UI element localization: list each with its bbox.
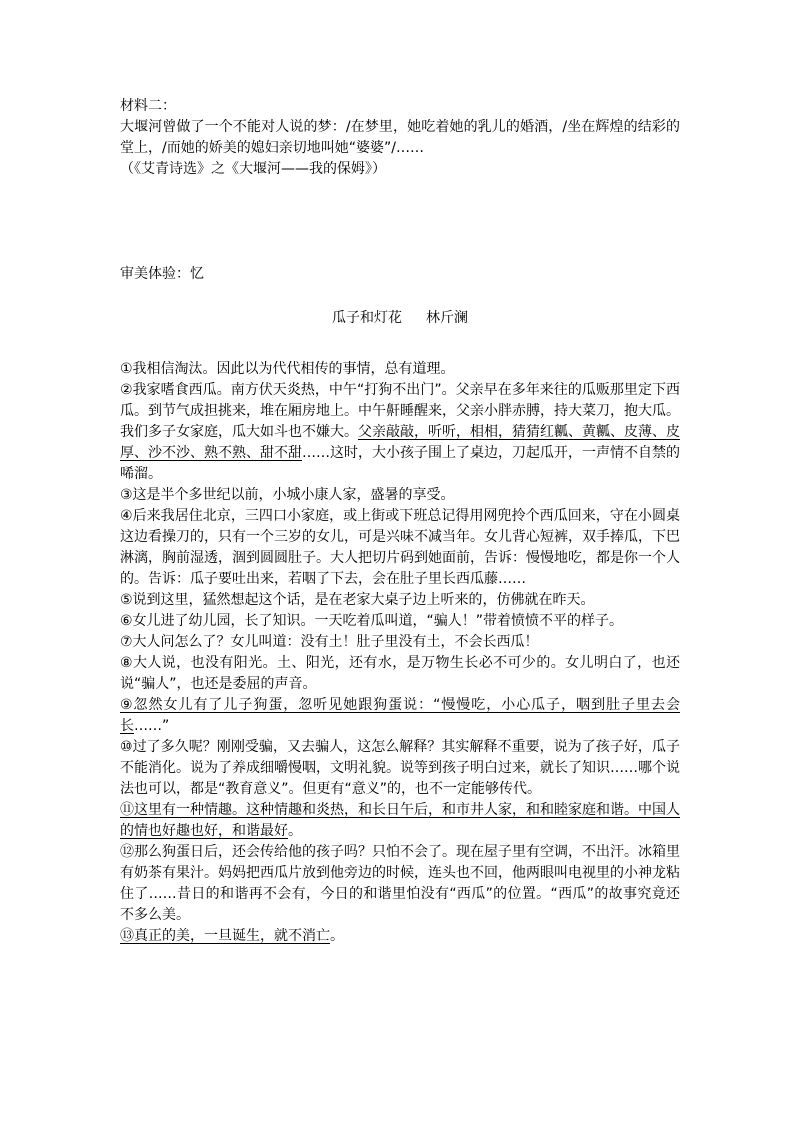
paragraph-12: ⑫那么狗蛋日后，还会传给他的孩子吗？只怕不会了。现在屋子里有空调，不出汗。冰箱里有奶茶有果汁。妈妈把西瓜片放到他旁边的时候，连头也不回，他两眼叫电视里的小神龙粘住了……昔日的和谐再不会有，今日的和谐里怕没有“西瓜”的位置。“西瓜”的故事究竟还不多么美。 (120, 844, 680, 923)
paragraph-5: ⑤说到这里，猛然想起这个话，是在老家大桌子边上听来的，仿佛就在昨天。 (120, 592, 595, 608)
paragraph-2 (120, 380, 680, 485)
paragraph-1: ①我相信淘汰。因此以为代代相传的事情，总有道理。 (120, 361, 455, 377)
article-title-line (120, 308, 680, 329)
paragraph-2-text-a: ②我家嗜食西瓜。南方伏天炎热，中午“打狗不出门”。父亲早在多年来往的瓜贩那里定下西瓜。到节气成担挑来，堆在厢房地上。中午鼾睡醒来，父亲小胖赤膊，持大菜刀，抱大瓜。我们多子女家庭，瓜大如斗也不嫌大。 (120, 382, 680, 440)
material-poem-excerpt: 大堰河曾做了一个不能对人说的梦：/在梦里，她吃着她的乳儿的婚酒，/坐在辉煌的结彩的堂上，/而她的娇美的媳妇亲切地叫她“婆婆”/…… (120, 119, 680, 156)
material-heading: 材料二： (120, 98, 176, 114)
paragraph-9-text-b: ……” (134, 718, 170, 734)
paragraph-6: ⑥女儿进了幼儿园，长了知识。一天吃着瓜叫道，“骗人！”带着愤愤不平的样子。 (120, 613, 624, 629)
paragraph-13-underlined: ⑬真正的美，一旦诞生，就不消亡 (120, 928, 330, 944)
paragraph-13 (120, 926, 680, 947)
paragraph-3: ③这是半个多世纪以前，小城小康人家，盛暑的享受。 (120, 487, 455, 503)
paragraph-9-underlined: ⑨忽然女儿有了儿子狗蛋，忽听见她跟狗蛋说：“慢慢吃，小心瓜子，咽到肚子里去会长 (120, 697, 680, 734)
material-source: （《艾青诗选》之《大堰河——我的保姆》） (120, 161, 386, 177)
paragraph-10: ⑩过了多久呢？刚刚受骗，又去骗人，这怎么解释？其实解释不重要，说为了孩子好，瓜子不能消化。说为了养成细嚼慢咽，文明礼貌。说等到孩子明白过来，就长了知识……哪个说法也可以，都是“教育意义”。但更有“意义”的，也不一定能够传代。 (120, 739, 680, 797)
article-author: 林斤澜 (426, 310, 468, 326)
document-page (120, 96, 680, 947)
paragraph-2-underlined: 父亲敲敲，听听，相相，猜猜红瓤、黄瓤、皮薄、皮厚、沙不沙、熟不熟、甜不甜 (120, 424, 680, 461)
section-label: 审美体验：忆 (120, 266, 204, 282)
paragraph-9 (120, 695, 680, 737)
paragraph-4: ④后来我居住北京，三四口小家庭，或上街或下班总记得用网兜拎个西瓜回来，守在小圆桌这边看操刀的，只有一个三岁的女儿，可是兴味不减当年。女儿背心短裤，双手捧瓜，下巴淋漓，胸前湿透，涸到圆圆肚子。大人把切片码到她面前，告诉：慢慢地吃，都是你一个人的。告诉：瓜子要吐出来，若咽了下去，会在肚子里长西瓜藤…… (120, 508, 680, 587)
article-title: 瓜子和灯花 (332, 310, 402, 326)
paragraph-2-text-b: ……这时，大小孩子围上了桌边，刀起瓜开，一声情不自禁的唏溜。 (120, 445, 680, 482)
paragraph-8: ⑧大人说，也没有阳光。土、阳光，还有水，是万物生长必不可少的。女儿明白了，也还说“骗人”，也还是委屈的声音。 (120, 655, 680, 692)
paragraph-11 (120, 800, 680, 842)
paragraph-11-text-b: 。 (288, 823, 302, 839)
paragraph-11-underlined: ⑪这里有一种情趣。这种情趣和炎热，和长日午后，和市井人家，和和睦家庭和谐。中国人的情也好趣也好，和谐最好 (120, 802, 680, 839)
paragraph-7: ⑦大人问怎么了？女儿叫道：没有土！肚子里没有土，不会长西瓜！ (120, 634, 539, 650)
paragraph-13-text-b: 。 (330, 928, 344, 944)
